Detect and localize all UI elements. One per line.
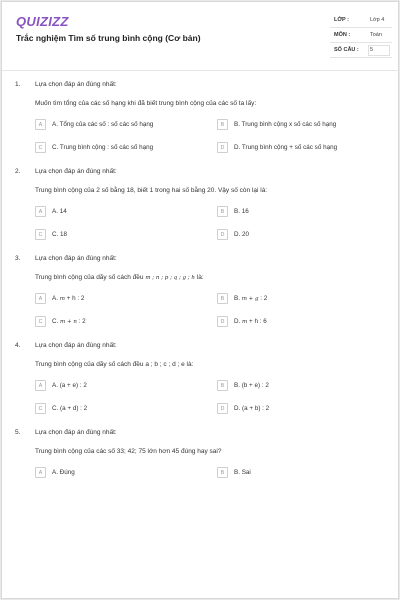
option-letter-box: D	[217, 316, 228, 327]
question-number: 4.	[15, 342, 21, 349]
question-instruction: Lựa chọn đáp án đúng nhất:	[35, 255, 117, 262]
option-letter-box: C	[35, 403, 46, 414]
stem-suffix: là:	[194, 274, 204, 281]
option-text: C. (a + d) : 2	[52, 405, 88, 412]
stem-prefix: Trung bình cộng của dãy số cách đều	[35, 274, 146, 281]
question-number: 5.	[15, 429, 21, 436]
meta-row-subject	[330, 28, 392, 43]
question-instruction: Lựa chọn đáp án đúng nhất:	[35, 81, 117, 88]
option-text	[234, 318, 267, 325]
option-letter-box: A	[35, 293, 46, 304]
option-math: m + g	[241, 296, 259, 302]
meta-box	[330, 13, 392, 58]
meta-label: SỐ CÂU :	[334, 47, 359, 53]
meta-label: LỚP :	[334, 17, 349, 23]
option-text: D. (a + b) : 2	[234, 405, 270, 412]
question-number: 2.	[15, 168, 21, 175]
option-letter-box: A	[35, 467, 46, 478]
stem-math: m ; n ; p ; q ; g ; h	[145, 275, 195, 281]
option-suffix: : 2	[258, 295, 268, 302]
option-text	[52, 318, 86, 325]
option-text	[234, 295, 267, 302]
question-stem	[35, 274, 204, 281]
question-instruction: Lựa chọn đáp án đúng nhất:	[35, 342, 117, 349]
question-stem: Trung bình cộng của dãy số cách đều a ; b ; c ; d ; e là:	[35, 361, 194, 368]
option-letter-box: C	[35, 142, 46, 153]
option-text: B. Sai	[234, 469, 251, 476]
question-number: 3.	[15, 255, 21, 262]
meta-value: Lớp 4	[370, 17, 385, 23]
option-letter-box: A	[35, 206, 46, 217]
option-letter-box: C	[35, 229, 46, 240]
option-letter-box: D	[217, 229, 228, 240]
question-stem: Trung bình cộng của các số 33; 42; 75 lớn hơn 45 đúng hay sai?	[35, 448, 222, 455]
option-text: B. 16	[234, 208, 249, 215]
option-text: A. 14	[52, 208, 67, 215]
option-text: B. (b + e) : 2	[234, 382, 269, 389]
question-instruction: Lựa chọn đáp án đúng nhất:	[35, 168, 117, 175]
option-letter-box: B	[217, 467, 228, 478]
option-letter-box: B	[217, 119, 228, 130]
option-text: D. 20	[234, 231, 250, 238]
option-letter-box: B	[217, 293, 228, 304]
option-text: C. 18	[52, 231, 68, 238]
meta-value: 5	[370, 47, 374, 53]
option-letter-box: D	[217, 403, 228, 414]
option-letter-box: A	[35, 119, 46, 130]
option-suffix: + h : 6	[247, 318, 267, 325]
meta-label: MÔN :	[334, 32, 351, 38]
option-letter-box: A	[35, 380, 46, 391]
option-prefix: A.	[52, 295, 60, 302]
meta-row-count	[330, 43, 392, 58]
option-suffix: + h : 2	[64, 295, 85, 302]
option-math: m + n	[60, 319, 77, 325]
option-math: m	[242, 319, 248, 325]
option-math: m	[59, 296, 65, 302]
header-divider	[2, 70, 400, 71]
option-letter-box: B	[217, 380, 228, 391]
option-letter-box: B	[217, 206, 228, 217]
question-number: 1.	[15, 81, 21, 88]
question-instruction: Lựa chọn đáp án đúng nhất:	[35, 429, 117, 436]
option-text: D. Trung bình cộng + số các số hạng	[234, 144, 338, 151]
option-text	[52, 295, 84, 302]
option-text: B. Trung bình cộng x số các số hạng	[234, 121, 337, 128]
option-letter-box: D	[217, 142, 228, 153]
quizizz-logo: QUIZIZZ	[16, 14, 69, 29]
option-prefix: B.	[234, 295, 242, 302]
option-letter-box: C	[35, 316, 46, 327]
option-text: C. Trung bình cộng : số các số hạng	[52, 144, 154, 151]
meta-row-grade	[330, 13, 392, 28]
option-suffix: : 2	[76, 318, 86, 325]
option-prefix: D.	[234, 318, 243, 325]
question-stem: Trung bình cộng của 2 số bằng 18, biết 1 trong hai số bằng 20. Vậy số còn lại là:	[35, 187, 268, 194]
meta-value: Toán	[370, 32, 382, 38]
worksheet-header	[2, 2, 400, 68]
worksheet-page	[1, 1, 399, 599]
option-prefix: C.	[52, 318, 61, 325]
option-text: A. Đúng	[52, 469, 75, 476]
option-text: A. (a + e) : 2	[52, 382, 87, 389]
question-stem: Muốn tìm tổng của các số hạng khi đã biết trung bình cộng của các số ta lấy:	[35, 100, 257, 107]
worksheet-title: Trắc nghiệm Tìm số trung bình cộng (Cơ bản)	[16, 33, 201, 43]
option-text: A. Tổng của các số : số các số hạng	[52, 121, 154, 128]
